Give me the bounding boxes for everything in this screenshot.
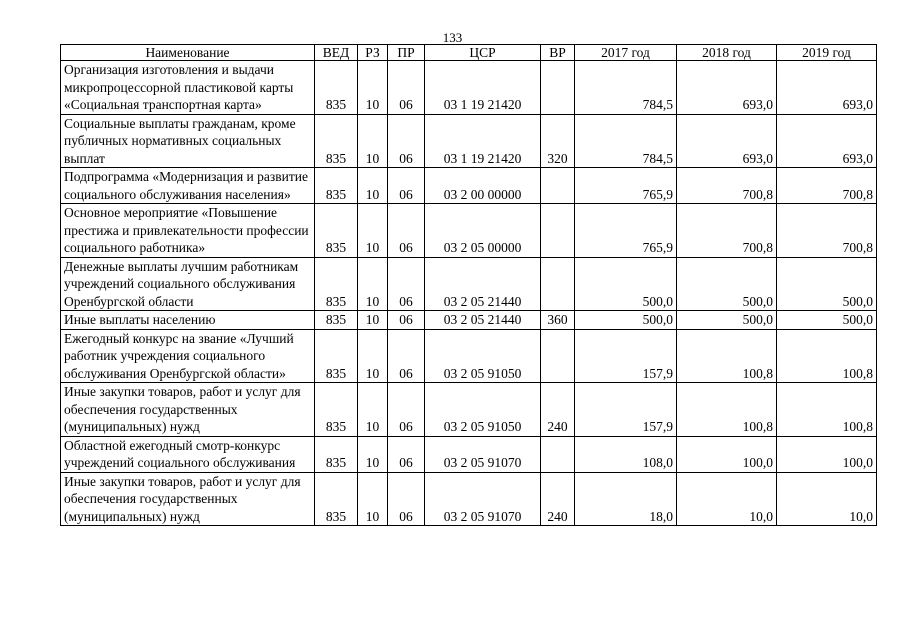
table-row — [61, 383, 877, 437]
cell-name: Иные закупки товаров, работ и услуг для обеспечения государственных (муниципальных) нужд — [61, 472, 315, 526]
cell-2019: 100,8 — [777, 329, 877, 383]
cell-rz: 10 — [358, 257, 388, 311]
header-ved: ВЕД — [315, 45, 358, 61]
cell-2018: 10,0 — [677, 472, 777, 526]
table-row — [61, 472, 877, 526]
cell-vr: 240 — [541, 472, 575, 526]
cell-2018: 500,0 — [677, 257, 777, 311]
cell-vr — [541, 329, 575, 383]
cell-2018: 700,8 — [677, 204, 777, 258]
cell-csr: 03 2 05 91070 — [425, 472, 541, 526]
cell-2019: 500,0 — [777, 311, 877, 330]
cell-2019: 100,0 — [777, 436, 877, 472]
cell-ved: 835 — [315, 168, 358, 204]
header-2019: 2019 год — [777, 45, 877, 61]
cell-2017: 157,9 — [575, 383, 677, 437]
cell-2018: 693,0 — [677, 114, 777, 168]
cell-2017: 108,0 — [575, 436, 677, 472]
cell-2017: 765,9 — [575, 204, 677, 258]
cell-name: Иные закупки товаров, работ и услуг для обеспечения государственных (муниципальных) нужд — [61, 383, 315, 437]
cell-rz: 10 — [358, 383, 388, 437]
cell-rz: 10 — [358, 472, 388, 526]
cell-2019: 693,0 — [777, 61, 877, 115]
cell-vr — [541, 257, 575, 311]
cell-2018: 100,8 — [677, 329, 777, 383]
cell-ved: 835 — [315, 257, 358, 311]
cell-2018: 693,0 — [677, 61, 777, 115]
header-2018: 2018 год — [677, 45, 777, 61]
cell-2017: 500,0 — [575, 257, 677, 311]
cell-2017: 765,9 — [575, 168, 677, 204]
cell-csr: 03 2 05 91050 — [425, 329, 541, 383]
header-rz: РЗ — [358, 45, 388, 61]
table-row — [61, 257, 877, 311]
cell-ved: 835 — [315, 204, 358, 258]
cell-2019: 700,8 — [777, 204, 877, 258]
cell-name: Областной ежегодный смотр-конкурс учреждений социального обслуживания — [61, 436, 315, 472]
cell-rz: 10 — [358, 61, 388, 115]
table-row — [61, 168, 877, 204]
cell-pr: 06 — [388, 311, 425, 330]
cell-ved: 835 — [315, 329, 358, 383]
cell-pr: 06 — [388, 383, 425, 437]
cell-2019: 100,8 — [777, 383, 877, 437]
cell-rz: 10 — [358, 168, 388, 204]
cell-name: Социальные выплаты гражданам, кроме публичных нормативных социальных выплат — [61, 114, 315, 168]
cell-name: Ежегодный конкурс на звание «Лучший работник учреждения социального обслуживания Оренбургской области» — [61, 329, 315, 383]
cell-2018: 500,0 — [677, 311, 777, 330]
cell-pr: 06 — [388, 114, 425, 168]
cell-name: Иные выплаты населению — [61, 311, 315, 330]
cell-ved: 835 — [315, 472, 358, 526]
cell-rz: 10 — [358, 311, 388, 330]
cell-name: Денежные выплаты лучшим работникам учреждений социального обслуживания Оренбургской области — [61, 257, 315, 311]
cell-2017: 18,0 — [575, 472, 677, 526]
table-row — [61, 436, 877, 472]
cell-pr: 06 — [388, 168, 425, 204]
header-csr: ЦСР — [425, 45, 541, 61]
cell-csr: 03 1 19 21420 — [425, 61, 541, 115]
cell-2019: 700,8 — [777, 168, 877, 204]
table-row — [61, 311, 877, 330]
cell-pr: 06 — [388, 436, 425, 472]
cell-ved: 835 — [315, 311, 358, 330]
cell-2018: 700,8 — [677, 168, 777, 204]
cell-pr: 06 — [388, 329, 425, 383]
cell-vr — [541, 168, 575, 204]
cell-2017: 157,9 — [575, 329, 677, 383]
table-row — [61, 329, 877, 383]
cell-2019: 693,0 — [777, 114, 877, 168]
cell-2019: 500,0 — [777, 257, 877, 311]
cell-pr: 06 — [388, 204, 425, 258]
cell-2017: 784,5 — [575, 61, 677, 115]
table-body — [61, 61, 877, 526]
cell-vr: 320 — [541, 114, 575, 168]
header-pr: ПР — [388, 45, 425, 61]
cell-2017: 500,0 — [575, 311, 677, 330]
cell-csr: 03 2 05 91070 — [425, 436, 541, 472]
cell-vr — [541, 61, 575, 115]
cell-ved: 835 — [315, 114, 358, 168]
cell-name: Подпрограмма «Модернизация и развитие социального обслуживания населения» — [61, 168, 315, 204]
cell-csr: 03 2 05 91050 — [425, 383, 541, 437]
table-row — [61, 204, 877, 258]
cell-vr: 240 — [541, 383, 575, 437]
table-row — [61, 114, 877, 168]
cell-csr: 03 2 00 00000 — [425, 168, 541, 204]
header-vr: ВР — [541, 45, 575, 61]
cell-pr: 06 — [388, 61, 425, 115]
cell-pr: 06 — [388, 257, 425, 311]
cell-rz: 10 — [358, 436, 388, 472]
cell-vr — [541, 204, 575, 258]
cell-name: Основное мероприятие «Повышение престижа и привлекательности профессии социального работника» — [61, 204, 315, 258]
cell-rz: 10 — [358, 204, 388, 258]
page-number: 133 — [442, 30, 463, 45]
table-header-row — [61, 45, 877, 61]
cell-csr: 03 1 19 21420 — [425, 114, 541, 168]
cell-csr: 03 2 05 00000 — [425, 204, 541, 258]
table-row — [61, 61, 877, 115]
cell-ved: 835 — [315, 436, 358, 472]
header-name: Наименование — [61, 45, 315, 61]
cell-2019: 10,0 — [777, 472, 877, 526]
cell-rz: 10 — [358, 329, 388, 383]
cell-csr: 03 2 05 21440 — [425, 311, 541, 330]
cell-vr — [541, 436, 575, 472]
cell-vr: 360 — [541, 311, 575, 330]
cell-rz: 10 — [358, 114, 388, 168]
cell-name: Организация изготовления и выдачи микропроцессорной пластиковой карты «Социальная транспортная карта» — [61, 61, 315, 115]
cell-ved: 835 — [315, 383, 358, 437]
cell-2017: 784,5 — [575, 114, 677, 168]
cell-pr: 06 — [388, 472, 425, 526]
cell-2018: 100,0 — [677, 436, 777, 472]
header-2017: 2017 год — [575, 45, 677, 61]
cell-csr: 03 2 05 21440 — [425, 257, 541, 311]
cell-2018: 100,8 — [677, 383, 777, 437]
budget-table — [60, 44, 877, 526]
cell-ved: 835 — [315, 61, 358, 115]
